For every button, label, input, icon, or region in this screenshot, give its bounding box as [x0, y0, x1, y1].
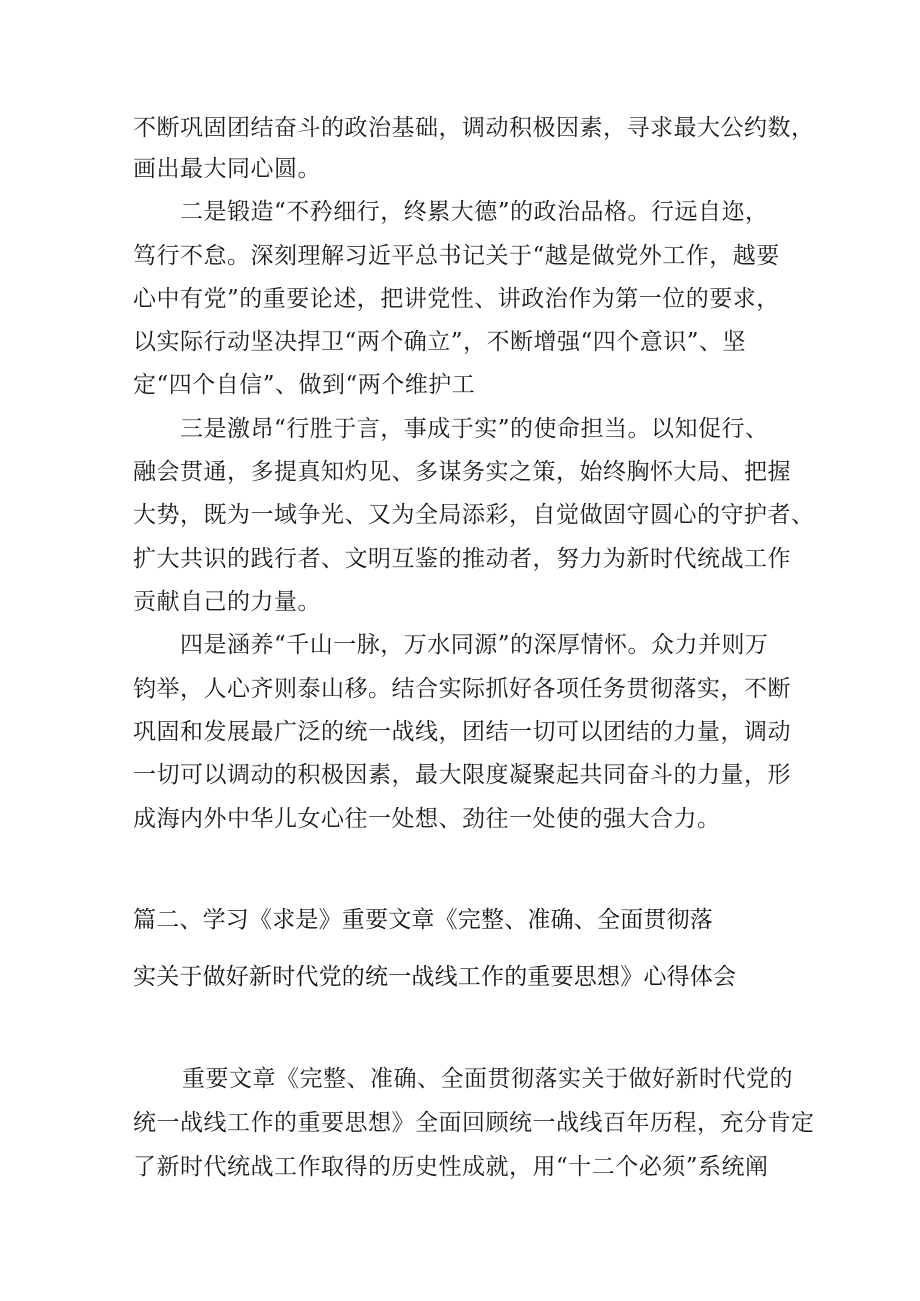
para-two-line-1: 二是锻造“不矜细行，终累大德”的政治品格。行远自迩，	[180, 199, 769, 225]
para-four-line-4: 一切可以调动的积极因素，最大限度凝聚起共同奋斗的力量，形	[133, 762, 791, 788]
para-three-line-2: 融会贯通，多提真知灼见、多谋务实之策，始终胸怀大局、把握	[133, 459, 791, 485]
para-two-line-5: 定“四个自信”、做到“两个维护工	[133, 372, 476, 398]
intro-line-1: 不断巩固团结奋斗的政治基础，调动积极因素，寻求最大公约数，	[133, 115, 815, 141]
para-five-line-1: 重要文章《完整、准确、全面贯彻落实关于做好新时代党的	[182, 1066, 793, 1092]
para-two-line-4: 以实际行动坚决捍卫“两个确立”，不断增强“四个意识”、坚	[133, 329, 747, 355]
para-four-line-3: 巩固和发展最广泛的统一战线，团结一切可以团结的力量，调动	[133, 719, 791, 745]
para-four-line-1: 四是涵养“千山一脉，万水同源”的深厚情怀。众力并则万	[180, 632, 769, 658]
para-three-line-3: 大势，既为一域争光、又为全局添彩，自觉做固守圆心的守护者、	[133, 502, 815, 528]
section-heading-line-2: 实关于做好新时代党的统一战线工作的重要思想》心得体会	[133, 964, 737, 990]
para-three-line-4: 扩大共识的践行者、文明互鉴的推动者，努力为新时代统战工作	[133, 546, 791, 572]
section-heading-line-1: 篇二、学习《求是》重要文章《完整、准确、全面贯彻落	[133, 907, 713, 933]
para-five-line-3: 了新时代统战工作取得的历史性成就，用“十二个必须”系统阐	[133, 1154, 769, 1180]
intro-line-2: 画出最大同心圆。	[133, 156, 321, 182]
para-four-line-5: 成海内外中华儿女心往一处想、劲往一处使的强大合力。	[133, 806, 721, 832]
para-three-line-1: 三是激昂“行胜于言，事成于实”的使命担当。以知促行、	[180, 416, 769, 442]
para-four-line-2: 钧举，人心齐则泰山移。结合实际抓好各项任务贯彻落实，不断	[133, 676, 791, 702]
para-two-line-2: 笃行不怠。深刻理解习近平总书记关于“越是做党外工作，越要	[133, 243, 780, 269]
para-two-line-3: 心中有党”的重要论述，把讲党性、讲政治作为第一位的要求，	[133, 286, 780, 312]
para-three-line-5: 贡献自己的力量。	[133, 589, 321, 615]
para-five-line-2: 统一战线工作的重要思想》全面回顾统一战线百年历程，充分肯定	[133, 1110, 815, 1136]
